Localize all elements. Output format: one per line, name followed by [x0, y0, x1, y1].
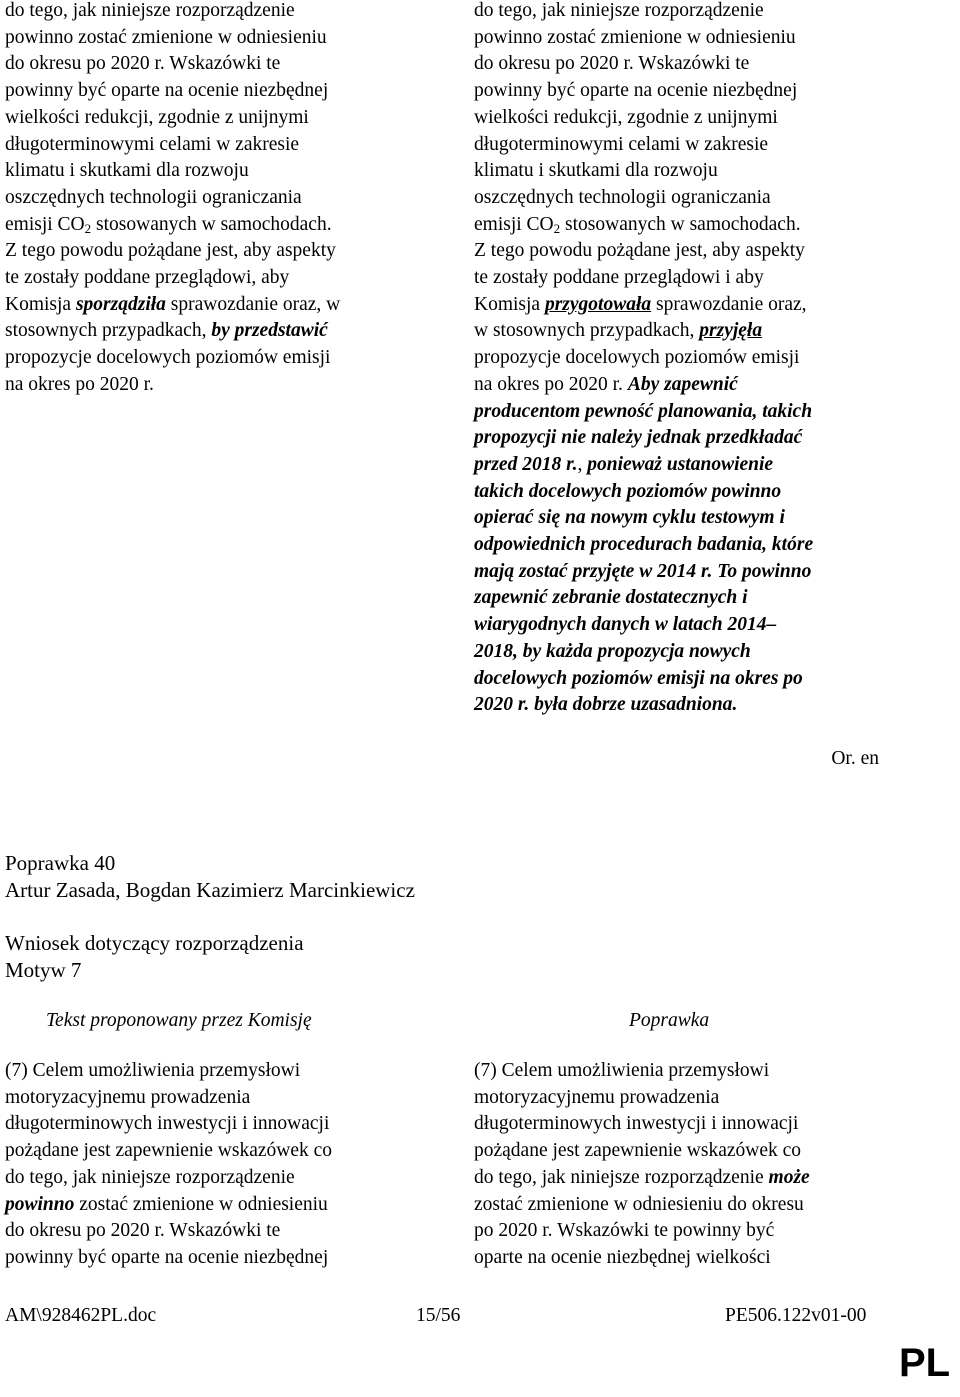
- inserted-text-line: producentom pewność planowania, takich: [474, 400, 813, 422]
- inserted-text-line: zapewnić zebranie dostatecznych i: [474, 587, 748, 609]
- text-line: oszczędnych technologii ograniczania: [5, 186, 302, 208]
- text-fragment: do tego, jak niniejsze rozporządzenie: [474, 1166, 769, 1188]
- footer-page-number: 15/56: [416, 1305, 461, 1326]
- text-line: [474, 452, 944, 479]
- text-line: pożądane jest zapewnienie wskazówek co: [474, 1140, 802, 1162]
- text-line: wielkości redukcji, zgodnie z unijnymi: [474, 106, 778, 128]
- text-line: do okresu po 2020 r. Wskazówki te: [474, 53, 750, 75]
- inserted-text-line: odpowiednich procedurach badania, które: [474, 534, 814, 556]
- inserted-text: przygotowała: [544, 293, 652, 315]
- text-line: propozycje docelowych poziomów emisji: [474, 347, 800, 369]
- text-line: (7) Celem umożliwienia przemysłowi: [5, 1060, 301, 1081]
- inserted-text: Aby zapewnić: [627, 373, 738, 395]
- commission-text-column-top: [5, 0, 445, 399]
- text-fragment: sprawozdanie oraz, w: [165, 293, 341, 315]
- inserted-text: ponieważ ustanowienie: [587, 453, 774, 475]
- text-line: oszczędnych technologii ograniczania: [474, 186, 771, 208]
- text-line: [474, 692, 944, 719]
- text-line: do tego, jak niniejsze rozporządzenie: [474, 0, 764, 21]
- text-line: pożądane jest zapewnienie wskazówek co: [5, 1140, 333, 1162]
- text-line: [474, 372, 944, 399]
- text-line-co2: [474, 212, 944, 239]
- inserted-text: może: [768, 1166, 810, 1188]
- original-language: Or. en: [831, 748, 879, 769]
- column-heading-amendment: Poprawka: [629, 1010, 710, 1031]
- text-fragment: stosowanych w samochodach.: [560, 213, 801, 235]
- text-line: długoterminowych inwestycji i innowacji: [474, 1113, 799, 1135]
- text-line: długoterminowymi celami w zakresie: [474, 133, 769, 155]
- text-fragment: na okres po 2020 r.: [474, 373, 628, 395]
- text-line: do tego, jak niniejsze rozporządzenie: [5, 1166, 295, 1188]
- text-line: [5, 1192, 445, 1219]
- footer-document-reference: AM\928462PL.doc: [5, 1305, 157, 1326]
- text-line-co2: [5, 212, 445, 239]
- text-line: [474, 559, 944, 586]
- inserted-text: przyjęła: [699, 320, 763, 342]
- amendment-header: [5, 850, 415, 904]
- text-line: do okresu po 2020 r. Wskazówki te: [5, 1220, 281, 1242]
- subscript: 2: [84, 220, 92, 236]
- text-line: długoterminowych inwestycji i innowacji: [5, 1113, 330, 1135]
- text-line: [474, 1165, 944, 1192]
- deleted-text: by przedstawić: [211, 320, 328, 342]
- text-line: powinny być oparte na ocenie niezbędnej: [474, 80, 798, 102]
- text-fragment: sprawozdanie oraz,: [651, 293, 807, 315]
- text-line: (7) Celem umożliwienia przemysłowi: [474, 1060, 770, 1081]
- inserted-text-line: 2018, by każda propozycja nowych: [474, 640, 751, 662]
- text-fragment: zostać zmienione w odniesieniu: [74, 1193, 328, 1215]
- text-line: po 2020 r. Wskazówki te powinny być: [474, 1220, 775, 1242]
- text-line: Z tego powodu pożądane jest, aby aspekty: [474, 240, 805, 262]
- inserted-text-line: wiarygodnych danych w latach 2014–: [474, 614, 777, 636]
- text-line: motoryzacyjnemu prowadzenia: [5, 1086, 251, 1108]
- deleted-text: powinno: [5, 1193, 75, 1215]
- column-heading-commission: Tekst proponowany przez Komisję: [46, 1010, 312, 1031]
- inserted-text: 2020 r. była dobrze uzasadniona: [474, 694, 733, 716]
- amendment-authors: Artur Zasada, Bogdan Kazimierz Marcinkiewicz: [5, 878, 415, 902]
- text-line: na okres po 2020 r.: [5, 373, 154, 395]
- text-line: te zostały poddane przeglądowi, aby: [5, 267, 290, 289]
- proposal-title: Wniosek dotyczący rozporządzenia: [5, 931, 304, 955]
- footer-language-code: PL: [899, 1341, 951, 1385]
- amendment-title: Poprawka 40: [5, 851, 116, 875]
- text-line: klimatu i skutkami dla rozwoju: [474, 160, 718, 182]
- text-line: [5, 318, 445, 345]
- text-line: powinno zostać zmienione w odniesieniu: [474, 26, 796, 48]
- proposal-header: [5, 930, 304, 984]
- inserted-text: To powinno: [717, 560, 812, 582]
- inserted-text-line: takich docelowych poziomów powinno: [474, 480, 782, 502]
- proposal-recital: Motyw 7: [5, 958, 82, 982]
- text-line: powinno zostać zmienione w odniesieniu: [5, 26, 327, 48]
- inserted-text: mają zostać przyjęte w 2014 r.: [474, 560, 713, 582]
- text-fragment: Komisja: [5, 293, 76, 315]
- amendment-text-column-top: [474, 0, 944, 719]
- text-line: do okresu po 2020 r. Wskazówki te: [5, 53, 281, 75]
- text-line: zostać zmienione w odniesieniu do okresu: [474, 1193, 804, 1215]
- text-line: [474, 318, 944, 345]
- text-fragment: emisji CO: [474, 213, 554, 235]
- footer-document-code: PE506.122v01-00: [725, 1305, 867, 1326]
- text-line: [5, 292, 445, 319]
- inserted-text-line: docelowych poziomów emisji na okres po: [474, 667, 803, 689]
- text-line: [474, 292, 944, 319]
- text-fragment: stosowanych w samochodach.: [91, 213, 332, 235]
- text-line: propozycje docelowych poziomów emisji: [5, 347, 331, 369]
- inserted-text-line: propozycji nie należy jednak przedkładać: [474, 427, 803, 449]
- inserted-text: przed 2018 r.: [474, 453, 578, 475]
- amendment-text-column-bottom: [474, 1058, 944, 1272]
- text-line: motoryzacyjnemu prowadzenia: [474, 1086, 720, 1108]
- deleted-text: sporządziła: [75, 293, 166, 315]
- commission-text-column-bottom: [5, 1058, 445, 1272]
- text-line: klimatu i skutkami dla rozwoju: [5, 160, 249, 182]
- text-line: powinny być oparte na ocenie niezbędnej: [5, 1246, 329, 1268]
- text-fragment: w stosownych przypadkach,: [474, 320, 700, 342]
- text-line: powinny być oparte na ocenie niezbędnej: [5, 80, 329, 102]
- text-line: te zostały poddane przeglądowi i aby: [474, 267, 764, 289]
- text-fragment: ,: [577, 453, 588, 475]
- text-line: długoterminowymi celami w zakresie: [5, 133, 300, 155]
- text-line: do tego, jak niniejsze rozporządzenie: [5, 0, 295, 21]
- subscript: 2: [553, 220, 561, 236]
- text-fragment: Komisja: [474, 293, 545, 315]
- text-fragment: stosownych przypadkach,: [5, 320, 212, 342]
- text-fragment: emisji CO: [5, 213, 85, 235]
- text-line: oparte na ocenie niezbędnej wielkości: [474, 1246, 771, 1268]
- text-fragment: .: [732, 694, 738, 716]
- text-line: wielkości redukcji, zgodnie z unijnymi: [5, 106, 309, 128]
- text-line: Z tego powodu pożądane jest, aby aspekty: [5, 240, 336, 262]
- inserted-text-line: opierać się na nowym cyklu testowym i: [474, 507, 785, 529]
